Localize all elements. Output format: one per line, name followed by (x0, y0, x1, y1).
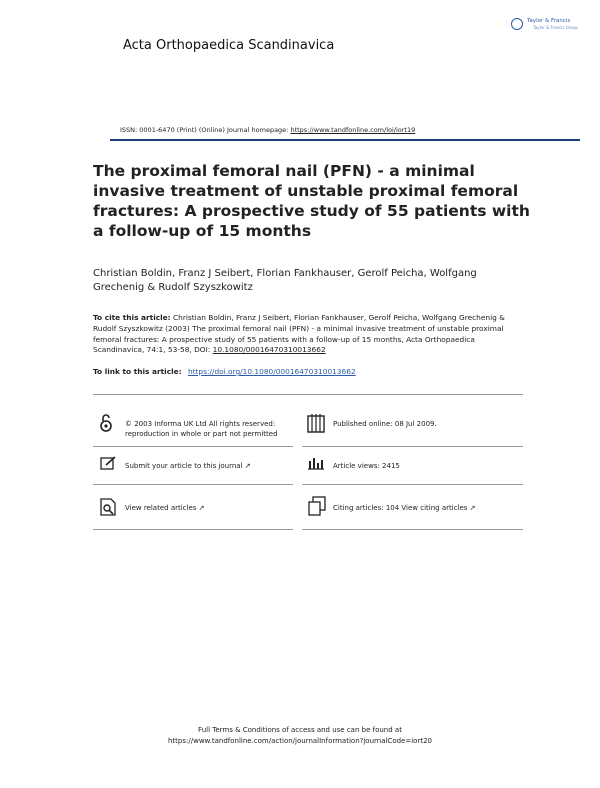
footer-terms (0, 725, 600, 746)
citation-doi-link[interactable]: 10.1080/00016470310013662 (212, 345, 326, 355)
publisher-logo-icon (511, 18, 523, 30)
citing-articles-link[interactable] (333, 503, 476, 513)
publisher-group: Taylor & Francis Group (533, 25, 578, 30)
open-access-lock-icon (99, 413, 113, 433)
journal-homepage-link[interactable]: https://www.tandfonline.com/loi/iort19 (290, 126, 416, 134)
divider (93, 446, 293, 447)
footer-terms-link[interactable]: https://www.tandfonline.com/action/journalInformation?journalCode=iort20 (168, 736, 432, 745)
related-articles-link[interactable] (125, 503, 205, 513)
journal-title: Acta Orthopaedica Scandinavica (123, 38, 335, 53)
divider (93, 484, 293, 485)
divider (302, 484, 523, 485)
bar-chart-icon (307, 456, 325, 470)
article-title: The proximal femoral nail (PFN) - a minimal invasive treatment of unstable proximal femoral fractures: A prospective study of 55 patients with a follow-up of 15 months (93, 162, 530, 240)
citation-text: Christian Boldin, Franz J Seibert, Florian Fankhauser, Gerolf Peicha, Wolfgang Grechenig & Rudolf Szyszkowitz (2003) The proximal femoral nail (PFN) - a minimal invasive treatment of unstable proximal femoral fractures: A prospective study of 55 patients with a follow-up of 15 months, Acta Orthopaedica Scandinavica, 74:1, 53-58, DOI: (93, 313, 505, 355)
divider (93, 529, 293, 530)
divider (93, 394, 523, 395)
calendar-icon (307, 413, 325, 433)
published-date: Published online: 08 Jul 2009. (333, 420, 437, 428)
external-link-icon: ↗ (469, 504, 476, 512)
copyright-line-2: reproduction in whole or part not permitted (125, 430, 278, 438)
issn-text: ISSN: 0001-6470 (Print) (Online) Journal homepage: (120, 126, 289, 134)
divider (302, 446, 523, 447)
edit-icon (100, 456, 117, 470)
external-link-icon: ↗ (244, 462, 251, 470)
article-authors: Christian Boldin, Franz J Seibert, Florian Fankhauser, Gerolf Peicha, Wolfgang Grechenig & Rudolf Szyszkowitz (93, 268, 477, 293)
publisher-logo[interactable] (511, 16, 581, 38)
article-doi-link[interactable]: https://doi.org/10.1080/00016470310013662 (187, 367, 356, 376)
citing-articles-label: Citing articles: 104 View citing articles (333, 504, 468, 512)
citing-documents-icon (307, 496, 327, 516)
citation-label: To cite this article: (93, 313, 171, 322)
link-label: To link to this article: (93, 367, 182, 376)
copyright-notice (125, 419, 278, 439)
submit-article-label: Submit your article to this journal (125, 462, 243, 470)
citation-block (93, 313, 523, 356)
header-divider (110, 139, 580, 141)
article-views: Article views: 2415 (333, 462, 400, 470)
article-link-line (93, 367, 356, 376)
publisher-name: Taylor & Francis (527, 18, 571, 24)
footer-line-1: Full Terms & Conditions of access and use can be found at (198, 726, 402, 734)
submit-article-link[interactable] (125, 461, 251, 471)
search-document-icon (100, 498, 116, 516)
related-articles-label: View related articles (125, 504, 197, 512)
external-link-icon: ↗ (198, 504, 205, 512)
copyright-line-1: © 2003 Informa UK Ltd All rights reserved: (125, 420, 276, 428)
divider (302, 529, 523, 530)
issn-line (120, 126, 415, 134)
